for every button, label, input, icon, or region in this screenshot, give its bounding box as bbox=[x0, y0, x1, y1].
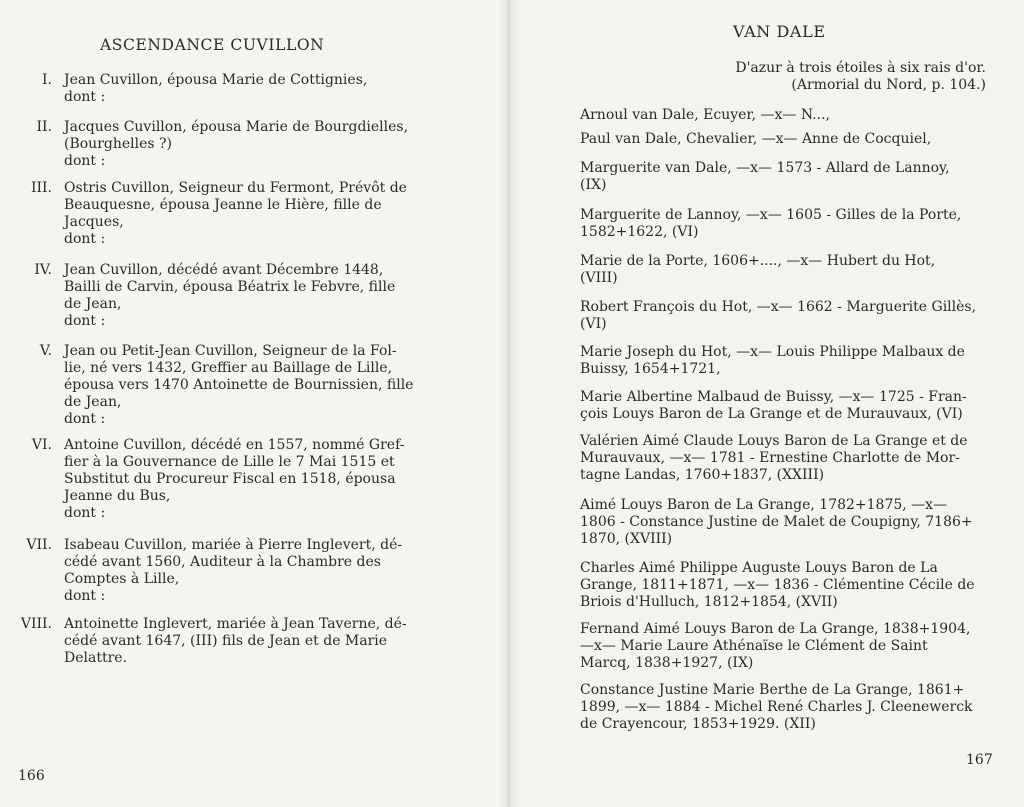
right-entry-4: Marguerite de Lannoy, —x— 1605 - Gilles de la Porte, 1582+1622, (VI) bbox=[580, 207, 962, 240]
entry-text: Jean ou Petit-Jean Cuvillon, Seigneur de la Fol- lie, né vers 1432, Greffier au Baillage de Lille, épousa vers 1470 Antoinette de Bournissien, fille de Jean, dont : bbox=[64, 343, 414, 427]
book-gutter bbox=[498, 0, 520, 807]
entry-text: Antoinette Inglevert, mariée à Jean Taverne, dé- cédé avant 1647, (III) fils de Jean et de Marie Delattre. bbox=[64, 616, 407, 666]
generation-number: I. bbox=[42, 72, 52, 88]
generation-number: II. bbox=[36, 119, 52, 135]
right-entry-7: Marie Joseph du Hot, —x— Louis Philippe Malbaux de Buissy, 1654+1721, bbox=[580, 344, 965, 377]
generation-number: VII. bbox=[26, 537, 52, 553]
right-entry-10: Aimé Louys Baron de La Grange, 1782+1875, —x— 1806 - Constance Justine de Malet de Coupigny, 7186+ 1870, (XVIII) bbox=[580, 497, 973, 547]
right-entry-12: Fernand Aimé Louys Baron de La Grange, 1838+1904, —x— Marie Laure Athénaïse le Clément de Saint Marcq, 1838+1927, (IX) bbox=[580, 621, 971, 671]
right-entry-9: Valérien Aimé Claude Louys Baron de La Grange et de Murauvaux, —x— 1781 - Ernestine Charlotte de Mor- tagne Landas, 1760+1837, (XXIII) bbox=[580, 433, 968, 483]
right-entry-5: Marie de la Porte, 1606+...., —x— Hubert du Hot, (VIII) bbox=[580, 253, 936, 286]
right-entry-13: Constance Justine Marie Berthe de La Grange, 1861+ 1899, —x— 1884 - Michel René Charles J. Cleenewerck de Crayencour, 1853+1929. (XII) bbox=[580, 682, 973, 732]
right-entry-11: Charles Aimé Philippe Auguste Louys Baron de La Grange, 1811+1871, —x— 1836 - Clémentine Cécile de Briois d'Hulluch, 1812+1854, (XVII) bbox=[580, 560, 975, 610]
right-entry-1: Arnoul van Dale, Ecuyer, —x— N..., bbox=[580, 107, 830, 123]
left-page-title: ASCENDANCE CUVILLON bbox=[100, 36, 325, 54]
coat-of-arms-description: D'azur à trois étoiles à six rais d'or. (Armorial du Nord, p. 104.) bbox=[735, 60, 986, 93]
right-entry-6: Robert François du Hot, —x— 1662 - Marguerite Gillès, (VI) bbox=[580, 299, 977, 332]
entry-text: Ostris Cuvillon, Seigneur du Fermont, Prévôt de Beauquesne, épousa Jeanne le Hière, fille de Jacques, dont : bbox=[64, 180, 407, 247]
entry-text: Isabeau Cuvillon, mariée à Pierre Inglevert, dé- cédé avant 1560, Auditeur à la Chambre des Comptes à Lille, dont : bbox=[64, 537, 403, 604]
generation-number: VIII. bbox=[20, 616, 52, 632]
generation-number: VI. bbox=[31, 437, 52, 453]
entry-text: Jean Cuvillon, décédé avant Décembre 1448, Bailli de Carvin, épousa Béatrix le Febvre, fille de Jean, dont : bbox=[64, 262, 396, 329]
entry-text: Jacques Cuvillon, épousa Marie de Bourgdielles, (Bourghelles ?) dont : bbox=[64, 119, 409, 169]
generation-number: IV. bbox=[34, 262, 52, 278]
entry-text: Jean Cuvillon, épousa Marie de Cottignies, dont : bbox=[64, 72, 368, 105]
right-page-title: VAN DALE bbox=[733, 22, 826, 41]
generation-number: III. bbox=[30, 180, 52, 196]
generation-number: V. bbox=[39, 343, 52, 359]
right-entry-8: Marie Albertine Malbaud de Buissy, —x— 1725 - Fran- çois Louys Baron de La Grange et de Murauvaux, (VI) bbox=[580, 389, 967, 422]
right-entry-3: Marguerite van Dale, —x— 1573 - Allard de Lannoy, (IX) bbox=[580, 160, 950, 193]
right-entry-2: Paul van Dale, Chevalier, —x— Anne de Cocquiel, bbox=[580, 131, 932, 147]
left-page-number: 166 bbox=[18, 768, 45, 784]
right-page-number: 167 bbox=[966, 752, 993, 768]
entry-text: Antoine Cuvillon, décédé en 1557, nommé Gref- fier à la Gouvernance de Lille le 7 Mai 1515 et Substitut du Procureur Fiscal en 1518, épousa Jeanne du Bus, dont : bbox=[64, 437, 405, 521]
